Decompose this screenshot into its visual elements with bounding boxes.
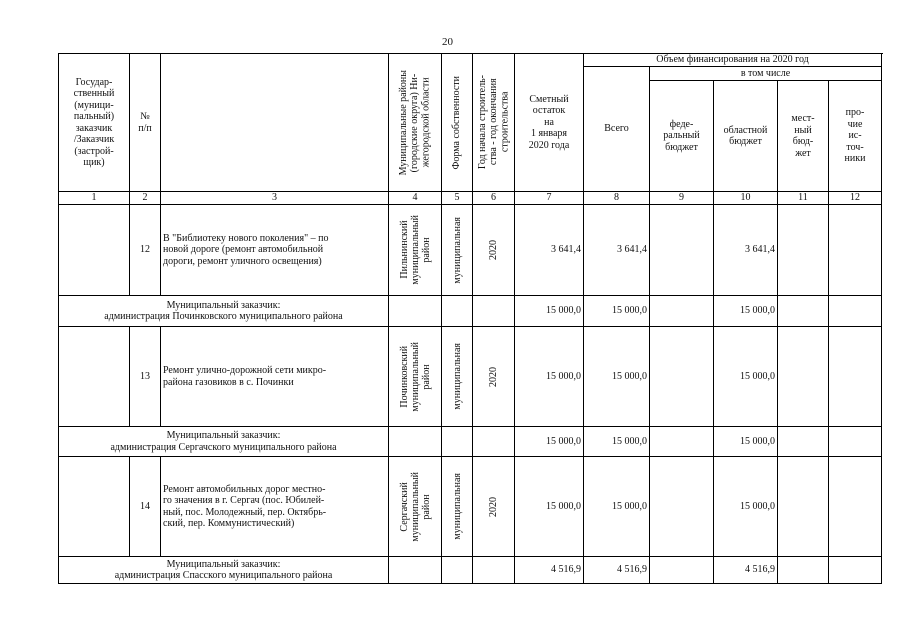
project-ownership: муниципальная (442, 327, 473, 427)
project-year: 2020 (473, 327, 515, 427)
header-federal: феде- ральный бюджет (650, 81, 714, 192)
customer-name: Муниципальный заказчик: администрация Спасского муниципального района (59, 557, 389, 584)
column-number: 6 (473, 192, 515, 205)
project-other (829, 205, 882, 296)
project-ownership: муниципальная (442, 205, 473, 296)
project-number: 13 (130, 327, 161, 427)
column-numbers-row (59, 192, 882, 205)
project-district: Пильнинский муниципальный район (389, 205, 442, 296)
customer-estimate: 15 000,0 (515, 427, 584, 457)
project-local (778, 327, 829, 427)
project-year: 2020 (473, 457, 515, 557)
project-federal (650, 327, 714, 427)
header-num: № п/п (130, 54, 161, 192)
header-local: мест- ный бюд- жет (778, 81, 829, 192)
project-total: 15 000,0 (584, 457, 650, 557)
customer-estimate: 4 516,9 (515, 557, 584, 584)
project-district: Починковский муниципальный район (389, 327, 442, 427)
column-number: 4 (389, 192, 442, 205)
project-regional: 3 641,4 (714, 205, 778, 296)
project-row (59, 205, 882, 296)
funding-table (58, 53, 882, 584)
customer-regional: 15 000,0 (714, 296, 778, 327)
column-number: 12 (829, 192, 882, 205)
header-years: Год начала строитель- ства - год окончания строительства (473, 54, 515, 192)
project-name: Ремонт улично-дорожной сети микро- района газовиков в с. Починки (161, 327, 389, 427)
header-customer: Государ- ственный (муници- пальный) заказчик /Заказчик (застрой- щик) (59, 54, 130, 192)
header-ownership: Форма собственности (442, 54, 473, 192)
header-including: в том числе (650, 67, 882, 81)
customer-name: Муниципальный заказчик: администрация Сергачского муниципального района (59, 427, 389, 457)
header-estimate: Сметный остаток на 1 января 2020 года (515, 54, 584, 192)
project-row (59, 327, 882, 427)
page-number: 20 (442, 36, 453, 48)
header-funding-title: Объем финансирования на 2020 год (584, 54, 882, 67)
header-regional: областной бюджет (714, 81, 778, 192)
project-number: 12 (130, 205, 161, 296)
column-number: 3 (161, 192, 389, 205)
header-total: Всего (584, 67, 650, 192)
header-districts: Муниципальные районы (городские округа) Ни- жегородской области (389, 54, 442, 192)
customer-row (59, 557, 882, 584)
column-number: 10 (714, 192, 778, 205)
column-number: 2 (130, 192, 161, 205)
project-ownership: муниципальная (442, 457, 473, 557)
project-estimate: 3 641,4 (515, 205, 584, 296)
column-number: 5 (442, 192, 473, 205)
project-name: В "Библиотеку нового поколения" – по новой дороге (ремонт автомобильной дороги, ремонт уличного освещения) (161, 205, 389, 296)
project-other (829, 457, 882, 557)
project-regional: 15 000,0 (714, 327, 778, 427)
column-number: 11 (778, 192, 829, 205)
customer-row (59, 427, 882, 457)
project-name: Ремонт автомобильных дорог местно- го значения в г. Сергач (пос. Юбилей- ный, пос. Молодежный, пер. Октябрь- ский, пер. Коммунистический) (161, 457, 389, 557)
project-total: 3 641,4 (584, 205, 650, 296)
customer-total: 15 000,0 (584, 296, 650, 327)
project-year: 2020 (473, 205, 515, 296)
column-number: 7 (515, 192, 584, 205)
customer-estimate: 15 000,0 (515, 296, 584, 327)
project-row (59, 457, 882, 557)
customer-name: Муниципальный заказчик: администрация Починковского муниципального района (59, 296, 389, 327)
project-local (778, 205, 829, 296)
customer-regional: 15 000,0 (714, 427, 778, 457)
column-number: 8 (584, 192, 650, 205)
project-total: 15 000,0 (584, 327, 650, 427)
project-local (778, 457, 829, 557)
header-name (161, 54, 389, 192)
project-federal (650, 205, 714, 296)
customer-regional: 4 516,9 (714, 557, 778, 584)
header-other: про- чие ис- точ- ники (829, 81, 882, 192)
project-district: Сергачский муниципальный район (389, 457, 442, 557)
project-estimate: 15 000,0 (515, 457, 584, 557)
project-number: 14 (130, 457, 161, 557)
customer-total: 15 000,0 (584, 427, 650, 457)
customer-total: 4 516,9 (584, 557, 650, 584)
customer-row (59, 296, 882, 327)
project-estimate: 15 000,0 (515, 327, 584, 427)
column-number: 1 (59, 192, 130, 205)
project-regional: 15 000,0 (714, 457, 778, 557)
column-number: 9 (650, 192, 714, 205)
project-federal (650, 457, 714, 557)
project-other (829, 327, 882, 427)
